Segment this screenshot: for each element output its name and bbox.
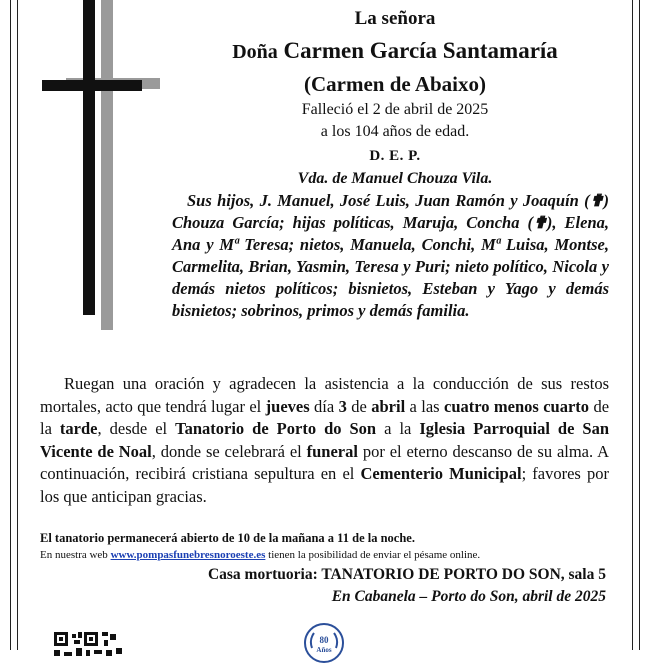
tanatorio-hours: El tanatorio permanecerá abierto de 10 de la mañana a 11 de la noche. (40, 531, 415, 545)
web-note (40, 549, 480, 561)
web-pre: En nuestra web (40, 549, 111, 561)
funeral-home: Casa mortuoria: TANATORIO DE PORTO DO SON, sala 5 (207, 566, 606, 583)
deceased-name (170, 38, 620, 64)
seal-years: 80 (319, 635, 329, 645)
cross-black-vertical (83, 0, 95, 315)
website-link[interactable]: www.pompasfunebresnoroeste.es (110, 549, 266, 561)
age: a los 104 años de edad. (320, 123, 470, 140)
main-bold: funeral (306, 441, 358, 461)
main-paragraph (40, 373, 609, 508)
cross-gray-vertical (101, 0, 113, 330)
main-bold: cuatro menos cuarto (444, 396, 590, 416)
title-senora: La señora (354, 8, 436, 29)
main-text: Ruegan una oración y agradecen la asistencia a la conducción de sus restos mortales, acto que tendrá lugar el (40, 374, 609, 416)
widow-of: Vda. de Manuel Chouza Vila. (297, 170, 493, 187)
main-bold: abril (371, 396, 406, 416)
main-bold: jueves (265, 396, 310, 416)
qr-code-icon[interactable] (54, 632, 124, 662)
right-frame-border (632, 0, 640, 650)
main-text: a las (405, 396, 444, 416)
nickname: (Carmen de Abaixo) (304, 72, 486, 96)
web-post: tienen la posibilidad de enviar el pésame online. (265, 549, 481, 561)
main-text: de (346, 396, 372, 416)
name-prefix: Doña (232, 41, 278, 63)
main-text: , donde se celebrará el (151, 441, 307, 461)
main-bold: 3 (338, 396, 347, 416)
main-text: por el eterno descanso de su alma. A continuación, recibirá cristiana sepultura en el (40, 441, 610, 483)
anniversary-seal-icon (303, 622, 345, 664)
death-date: Falleció el 2 de abril de 2025 (301, 101, 489, 118)
main-bold: Iglesia Parroquial de San Vicente de Noal (40, 419, 610, 461)
family-text: Sus hijos, J. Manuel, José Luis, Juan Ramón y Joaquín (✟) Chouza García; hijas políticas, Maruja, Concha (✟), Elena, Ana y Mª Teresa; nietos, Manuela, Conchi, Mª Luisa, Montse, Carmelita, Brian, Yasmin, Teresa y Puri; nieto político, Nicola y demás nietos políticos; bisnietos, Esteban y Yago y demás bisnietos; sobrinos, primos y demás familia. (172, 191, 609, 320)
main-text: día (309, 396, 339, 416)
main-text: , desde el (97, 419, 176, 438)
family-paragraph (172, 190, 609, 322)
main-bold: tarde (59, 419, 98, 438)
seal-label: Años (316, 646, 332, 654)
main-bold: Cementerio Municipal (360, 464, 522, 483)
rip: D. E. P. (369, 148, 421, 164)
main-text: ; favores por los que anticipan gracias. (40, 464, 610, 506)
name-full: Carmen García Santamaría (283, 38, 558, 63)
main-bold: Tanatorio de Porto do Son (175, 419, 377, 438)
place-date: En Cabanela – Porto do Son, abril de 2025 (331, 588, 606, 605)
main-text: de la (40, 396, 610, 438)
left-frame-border (10, 0, 18, 650)
main-text: a la (376, 419, 420, 438)
cross-black-horizontal (42, 80, 142, 91)
